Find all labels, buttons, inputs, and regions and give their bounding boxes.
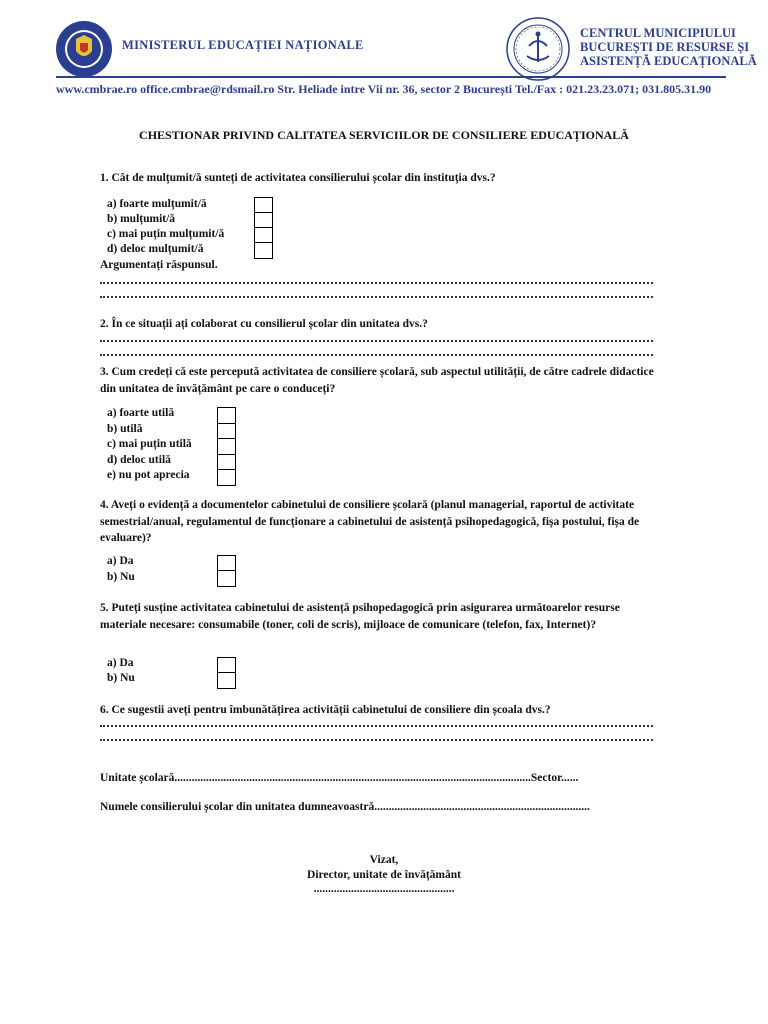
q3-checkbox-a[interactable] bbox=[217, 407, 236, 424]
q1-answer-line-1[interactable] bbox=[100, 282, 653, 284]
q1-option-b: b) mulțumit/ă bbox=[107, 213, 176, 225]
unitate-scolara-field[interactable]: Unitate școlară............................................................................................................................Sector...... bbox=[100, 772, 579, 784]
question-2: 2. În ce situații ați colaborat cu consilierul școlar din unitatea dvs.? bbox=[100, 318, 428, 330]
government-logo bbox=[54, 19, 114, 79]
cmbrae-logo bbox=[505, 16, 571, 82]
q3-checkbox-c[interactable] bbox=[217, 438, 236, 455]
q6-answer-line-2[interactable] bbox=[100, 739, 653, 741]
q5-option-b: b) Nu bbox=[107, 672, 135, 684]
centru-name-line1: CENTRUL MUNICIPIULUI bbox=[580, 26, 736, 40]
contact-line: www.cmbrae.ro office.cmbrae@rdsmail.ro Str. Heliade intre Vii nr. 36, sector 2 București Tel./Fax : 021.23.23.071; 031.805.31.90 bbox=[56, 82, 712, 96]
q5-checkbox-b[interactable] bbox=[217, 672, 236, 689]
question-6: 6. Ce sugestii aveți pentru îmbunătățirea activității cabinetului de consiliere din școala dvs.? bbox=[100, 704, 551, 716]
q4-checkbox-b[interactable] bbox=[217, 570, 236, 587]
q5-option-a: a) Da bbox=[107, 657, 134, 669]
q1-option-a: a) foarte mulțumit/ă bbox=[107, 198, 207, 210]
q3-option-c: c) mai puțin utilă bbox=[107, 438, 192, 450]
director-label: Director, unitate de învățământ bbox=[307, 869, 461, 881]
q6-answer-line-1[interactable] bbox=[100, 725, 653, 727]
q3-option-e: e) nu pot aprecia bbox=[107, 469, 190, 481]
centru-name-line2: BUCUREȘTI DE RESURSE ȘI bbox=[580, 40, 750, 54]
q1-argument-label: Argumentați răspunsul. bbox=[100, 259, 218, 271]
q1-option-d: d) deloc mulțumit/ă bbox=[107, 243, 204, 255]
question-4: 4. Aveți o evidență a documentelor cabinetului de consiliere școlară (planul managerial, raportul de activitate semestrial/anual, regulamentul de funcționare a cabinetului de asistență psihopedagogică, fișa postului, fișa de evaluare)? bbox=[100, 499, 640, 544]
q3-checkbox-e[interactable] bbox=[217, 469, 236, 486]
ministry-name: MINISTERUL EDUCAȚIEI NAȚIONALE bbox=[122, 38, 364, 52]
q4-option-a: a) Da bbox=[107, 555, 134, 567]
question-3: 3. Cum credeți că este percepută activitatea de consiliere școlară, sub aspectul utilității, de către cadrele didactice din unitatea de învățământ pe care o conduceți? bbox=[100, 366, 654, 395]
director-signature-line[interactable]: ................................................. bbox=[313, 883, 455, 895]
q1-checkbox-d[interactable] bbox=[254, 242, 273, 259]
header-divider bbox=[56, 76, 726, 78]
q2-answer-line-2[interactable] bbox=[100, 354, 653, 356]
q3-option-d: d) deloc utilă bbox=[107, 454, 171, 466]
q1-option-c: c) mai puțin mulțumit/ă bbox=[107, 228, 225, 240]
q1-answer-line-2[interactable] bbox=[100, 296, 653, 298]
question-1: 1. Cât de mulțumit/ă sunteți de activitatea consilierului școlar din instituția dvs.? bbox=[100, 172, 496, 184]
question-5: 5. Puteți susține activitatea cabinetului de asistență psihopedagogică prin asigurarea următoarelor resurse materiale necesare: consumabile (toner, coli de scris), mijloace de comunicare (telefon, fax, Internet)? bbox=[100, 602, 620, 631]
q3-option-b: b) utilă bbox=[107, 423, 143, 435]
q2-answer-line-1[interactable] bbox=[100, 340, 653, 342]
vizat-label: Vizat, bbox=[369, 854, 399, 866]
q4-option-b: b) Nu bbox=[107, 571, 135, 583]
q3-option-a: a) foarte utilă bbox=[107, 407, 175, 419]
consilier-name-field[interactable]: Numele consilierului școlar din unitatea dumneavoastră........................................................................... bbox=[100, 801, 590, 813]
document-title: CHESTIONAR PRIVIND CALITATEA SERVICIILOR DE CONSILIERE EDUCAȚIONALĂ bbox=[139, 128, 629, 142]
centru-name-line3: ASISTENȚĂ EDUCAȚIONALĂ bbox=[580, 54, 757, 68]
